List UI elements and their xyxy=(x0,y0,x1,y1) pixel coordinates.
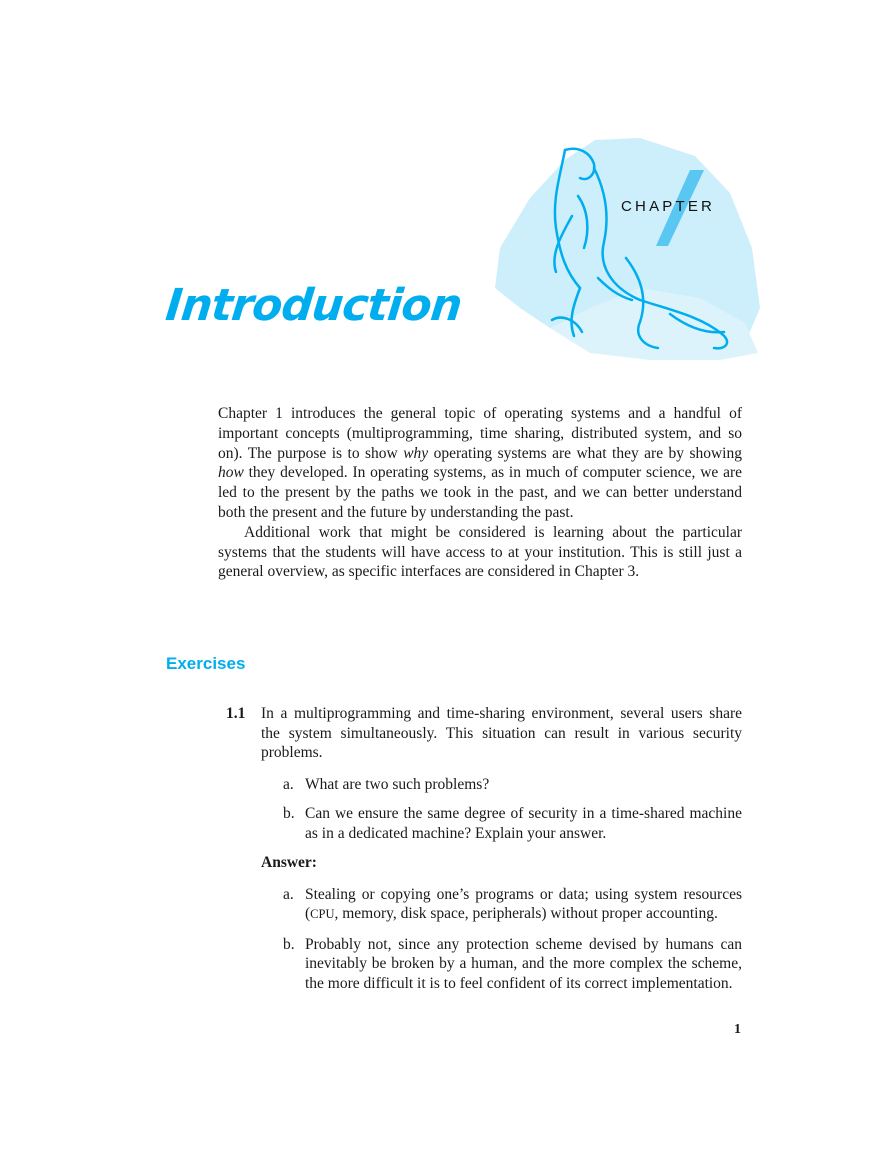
answer-b xyxy=(261,935,742,994)
subquestion-a-marker: a. xyxy=(283,775,294,793)
intro-paragraph-1 xyxy=(218,404,742,523)
subquestion-b-text: Can we ensure the same degree of security in a time-shared machine as in a dedicated machine? Explain your answer. xyxy=(305,805,742,842)
exercises-heading: Exercises xyxy=(166,654,246,673)
answer-a xyxy=(261,885,742,925)
answer-label: Answer: xyxy=(261,854,317,871)
answer-a-text-1: Stealing or copying one’s programs or data; using system resources ( xyxy=(305,885,742,922)
intro-p1-part-a: Chapter 1 introduces the general topic of operating systems and a handful of important concepts (multiprogramming, time sharing, distributed system, and so on). The purpose is to show xyxy=(218,405,742,462)
answer-b-text: Probably not, since any protection scheme devised by humans can inevitably be broken by a human, and the more complex the scheme, the more difficult it is to feel confident of its correct implementation. xyxy=(305,935,742,992)
page-number: 1 xyxy=(734,1022,741,1037)
exercise-body xyxy=(261,704,742,993)
answer-a-cpu: CPU xyxy=(310,907,335,921)
answer-list xyxy=(261,885,742,994)
intro-text xyxy=(218,404,742,582)
answer-a-text-2: , memory, disk space, peripherals) without proper accounting. xyxy=(334,905,718,922)
exercise-1-1 xyxy=(218,704,742,1003)
watercolor-wash xyxy=(495,138,760,360)
intro-p1-part-c: they developed. In operating systems, as in much of computer science, we are led to the present by the paths we took in the past, and we can better understand both the present and the future by understanding the past. xyxy=(218,464,742,521)
answer-b-marker: b. xyxy=(283,935,295,953)
exercise-question: In a multiprogramming and time-sharing environment, several users share the system simultaneously. This situation can result in various security problems. xyxy=(261,705,742,761)
intro-emphasis-how: how xyxy=(218,464,244,482)
subquestion-a xyxy=(261,775,742,795)
subquestion-b xyxy=(261,804,742,843)
subquestion-b-marker: b. xyxy=(283,805,295,822)
subquestion-list xyxy=(261,775,742,844)
dinosaur-illustration xyxy=(490,138,765,363)
chapter-title: Introduction xyxy=(163,280,464,331)
subquestion-a-text: What are two such problems? xyxy=(305,775,490,793)
exercise-number: 1.1 xyxy=(226,705,246,722)
intro-paragraph-2: Additional work that might be considered is learning about the particular systems that the students will have access to at your institution. This is still just a general overview, as specific interfaces are considered in Chapter 3. xyxy=(218,523,742,581)
intro-emphasis-why: why xyxy=(403,444,429,462)
answer-a-marker: a. xyxy=(283,885,294,903)
intro-p1-part-b: operating systems are what they are by showing xyxy=(428,444,742,462)
chapter-label: CHAPTER xyxy=(621,198,716,215)
